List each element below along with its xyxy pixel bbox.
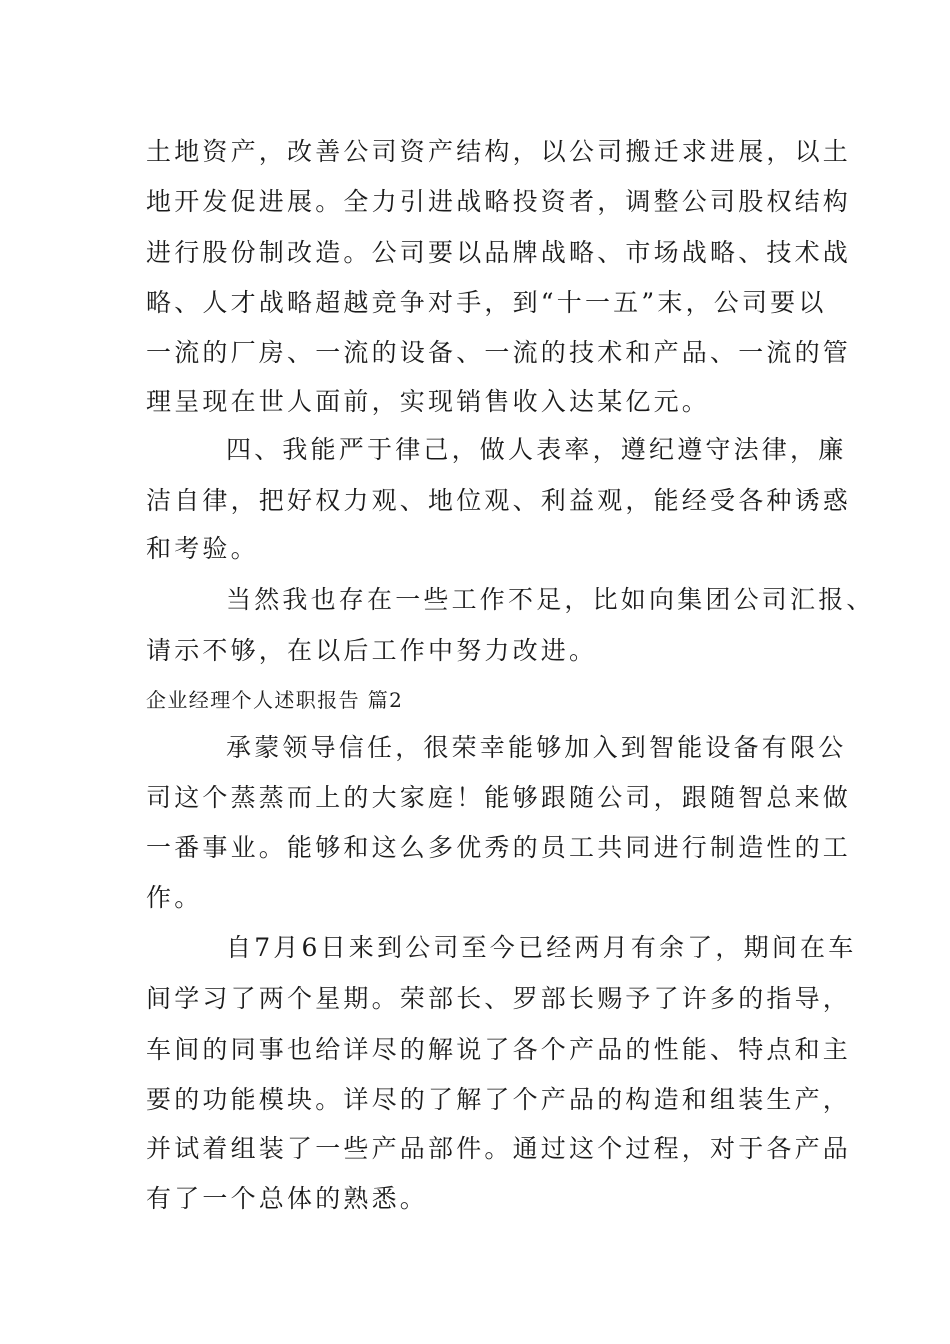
paragraph-line: 作。: [146, 883, 203, 912]
paragraph-line: 请示不够，在以后工作中努力改进。: [146, 636, 598, 665]
paragraph-line: 间学习了两个星期。荣部长、罗部长赐予了许多的指导，: [146, 984, 852, 1013]
paragraph-line: 四、我能严于律己，做人表率，遵纪遵守法律，廉: [226, 435, 847, 464]
paragraph-line: 略、人才战略超越竞争对手，到“十一五”末，公司要以: [146, 288, 827, 317]
paragraph-line: 进行股份制改造。公司要以品牌战略、市场战略、技术战: [146, 238, 852, 267]
paragraph-line: 承蒙领导信任，很荣幸能够加入到智能设备有限公: [226, 733, 847, 762]
paragraph-line: 地开发促进展。全力引进战略投资者，调整公司股权结构: [146, 187, 852, 216]
paragraph-line: 一流的厂房、一流的设备、一流的技术和产品、一流的管: [146, 338, 852, 367]
paragraph-line: 理呈现在世人面前，实现销售收入达某亿元。: [146, 387, 711, 416]
paragraph-line: 和考验。: [146, 534, 259, 563]
paragraph-line: 司这个蒸蒸而上的大家庭！能够跟随公司，跟随智总来做: [146, 783, 852, 812]
paragraph-line: 有了一个总体的熟悉。: [146, 1184, 429, 1213]
paragraph-line: 一番事业。能够和这么多优秀的员工共同进行制造性的工: [146, 833, 852, 862]
paragraph-line: 要的功能模块。详尽的了解了个产品的构造和组装生产，: [146, 1085, 852, 1114]
paragraph-line: 当然我也存在一些工作不足，比如向集团公司汇报、: [226, 585, 875, 614]
paragraph-line: 土地资产，改善公司资产结构，以公司搬迁求进展，以土: [146, 137, 852, 166]
section-title: 企业经理个人述职报告 篇2: [146, 688, 404, 712]
paragraph-line: 洁自律，把好权力观、地位观、利益观，能经受各种诱惑: [146, 486, 852, 515]
paragraph-line: 并试着组装了一些产品部件。通过这个过程，对于各产品: [146, 1134, 852, 1163]
paragraph-line: 车间的同事也给详尽的解说了各个产品的性能、特点和主: [146, 1035, 852, 1064]
paragraph-line: 自7月6日来到公司至今已经两月有余了，期间在车: [226, 933, 857, 962]
